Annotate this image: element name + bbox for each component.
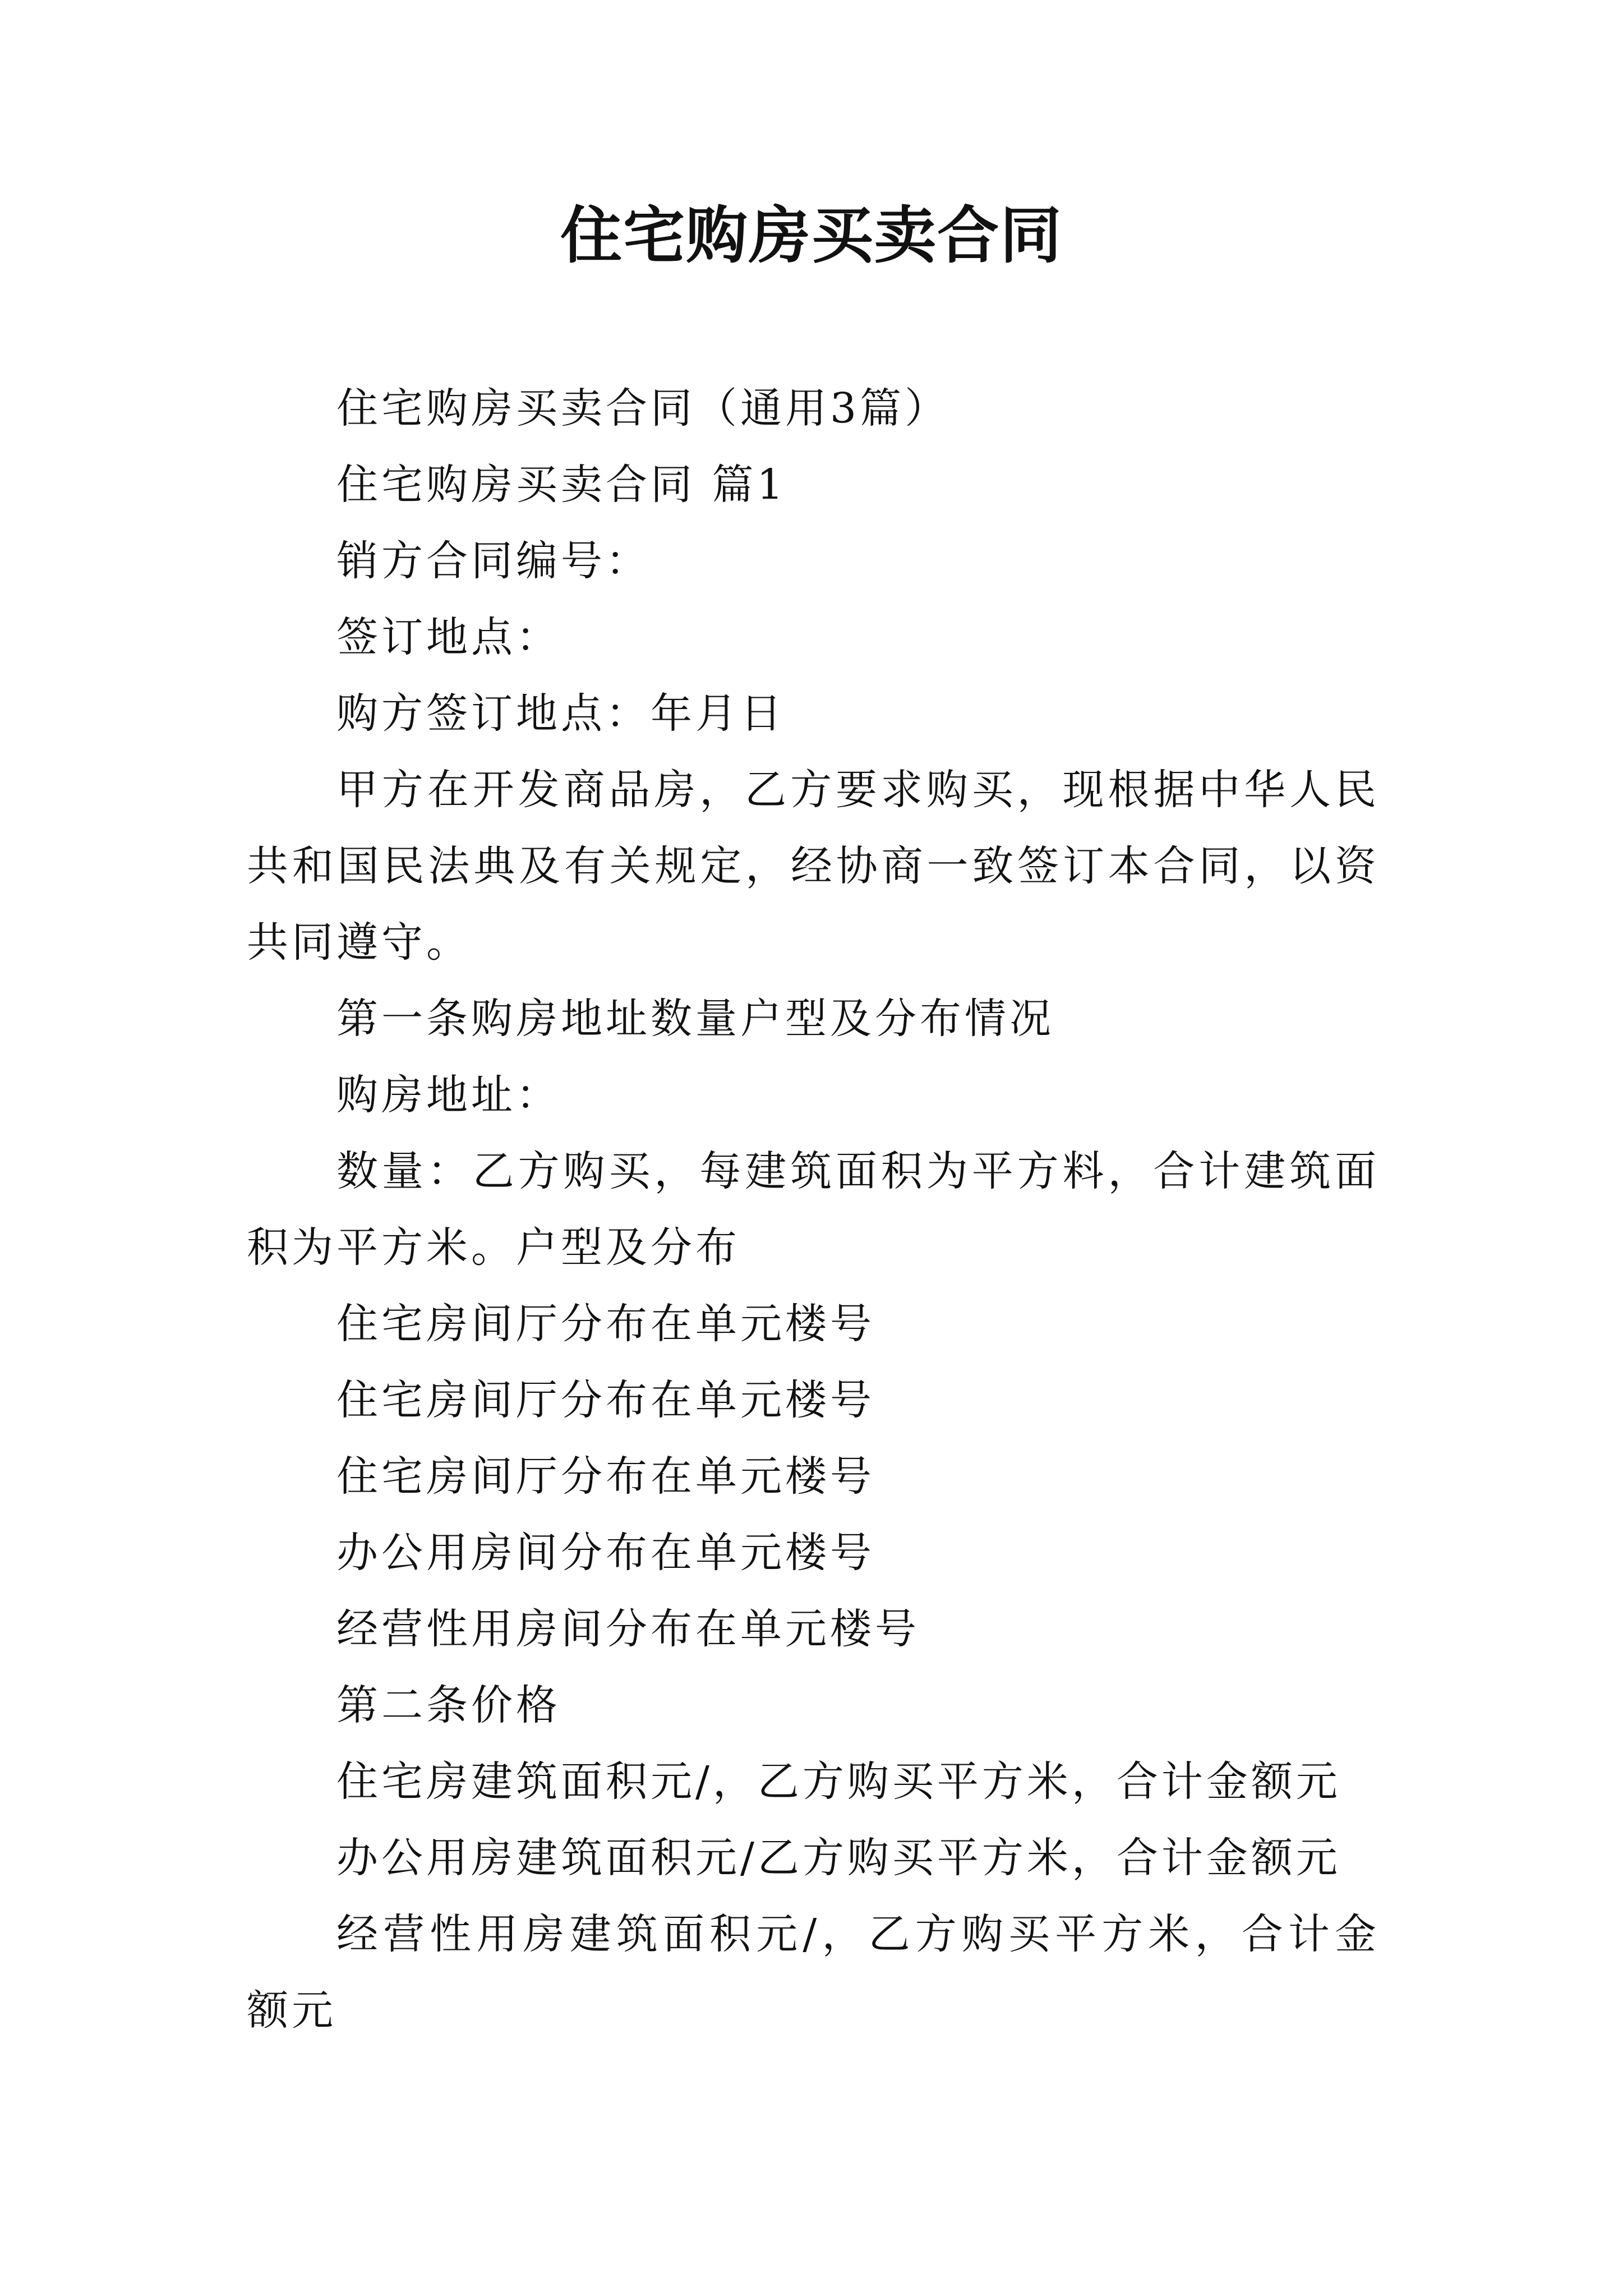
paragraph-article-2-heading: 第二条价格 [336, 1681, 561, 1729]
paragraph-seller-contract-no: 销方合同编号： [336, 537, 651, 585]
paragraph-preamble: 甲方在开发商品房，乙方要求购买，现根据中华人民共和国民法典及有关规定，经协商一致签订本合同，以资共同遵守。 [247, 766, 1380, 967]
paragraph-subtitle: 住宅购房买卖合同（通用3篇） [336, 384, 950, 432]
paragraph-signing-place: 签订地点： [336, 613, 561, 661]
paragraph-price-commercial: 经营性用房建筑面积元/，乙方购买平方米，合计金额元 [247, 1910, 1380, 2035]
paragraph-residential-1: 住宅房间厅分布在单元楼号 [336, 1300, 875, 1348]
paragraph-residential-2: 住宅房间厅分布在单元楼号 [336, 1376, 875, 1424]
paragraph-buyer-signing-place: 购方签订地点：年月日 [336, 689, 785, 738]
document-body [247, 370, 1380, 2049]
paragraph-residential-3: 住宅房间厅分布在单元楼号 [336, 1452, 875, 1501]
paragraph-price-residential: 住宅房建筑面积元/，乙方购买平方米，合计金额元 [336, 1757, 1341, 1806]
document-title: 住宅购房买卖合同 [560, 199, 1063, 272]
paragraph-address: 购房地址： [336, 1071, 561, 1119]
paragraph-article-1-heading: 第一条购房地址数量户型及分布情况 [336, 995, 1054, 1043]
paragraph-quantity: 数量：乙方购买，每建筑面积为平方料，合计建筑面积为平方米。户型及分布 [247, 1147, 1380, 1272]
paragraph-section-heading: 住宅购房买卖合同 篇1 [336, 461, 787, 509]
paragraph-office: 办公用房间分布在单元楼号 [336, 1529, 875, 1577]
paragraph-price-office: 办公用房建筑面积元/乙方购买平方米，合计金额元 [336, 1834, 1341, 1882]
paragraph-commercial: 经营性用房间分布在单元楼号 [336, 1605, 920, 1653]
